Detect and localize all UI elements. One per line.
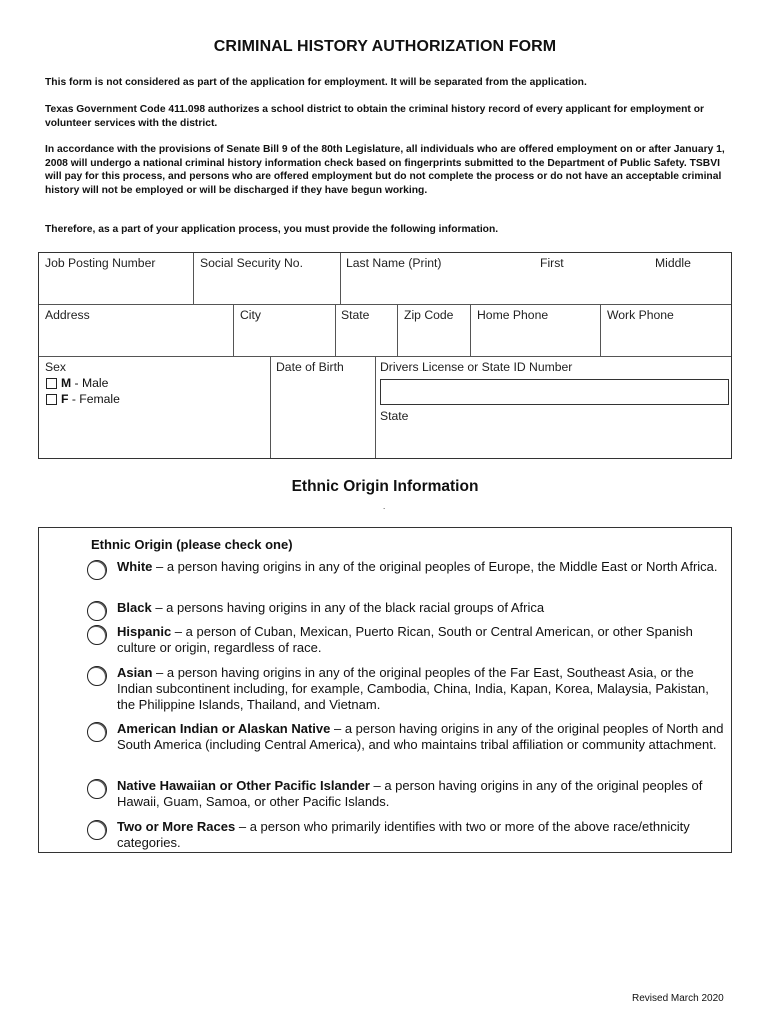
applicant-info-grid	[38, 252, 732, 459]
black-radio[interactable]	[87, 601, 107, 621]
drivers-license-label: Drivers License or State ID Number	[380, 360, 573, 374]
asian-radio[interactable]	[87, 666, 107, 686]
ethnic-origin-heading: Ethnic Origin (please check one)	[91, 537, 293, 552]
black-name: Black	[117, 600, 152, 615]
state-label: State	[341, 308, 370, 322]
zip-code-field[interactable]	[398, 305, 471, 357]
work-phone-field[interactable]	[601, 305, 731, 357]
middle-name-label: Middle	[655, 256, 691, 270]
city-label: City	[240, 308, 261, 322]
zip-code-label: Zip Code	[404, 308, 454, 322]
dl-state-label: State	[380, 409, 409, 423]
date-of-birth-label: Date of Birth	[276, 360, 344, 374]
black-description: – a persons having origins in any of the black racial groups of Africa	[151, 600, 545, 615]
form-title: CRIMINAL HISTORY AUTHORIZATION FORM	[213, 38, 557, 55]
intro-paragraph-1: This form is not considered as part of the application for employment. It will be separated from the application.	[45, 77, 587, 88]
address-label: Address	[45, 308, 90, 322]
sex-field	[39, 357, 271, 458]
intro-paragraph-3: In accordance with the provisions of Senate Bill 9 of the 80th Legislature, all individuals who are offered employment on or after January 1, 2008 will undergo a national criminal history information check based on fingerprints submitted to the Department of Public Safety. TSBVI will pay for this process, and persons who are offered employment but do not complete the process or do not have an acceptable criminal history will not be employed or will be discharged if they have begun working.	[45, 144, 725, 196]
city-field[interactable]	[234, 305, 336, 357]
ssn-field[interactable]	[194, 253, 341, 305]
hispanic-description: – a person of Cuban, Mexican, Puerto Rican, South or Central American, or other Spanish culture or origin, regardless of race.	[117, 624, 693, 656]
two-or-more-description: – a person who primarily identifies with two or more of the above race/ethnicity categories.	[117, 819, 690, 851]
pacific-islander-description: – a person having origins in any of the original peoples of Hawaii, Guam, Samoa, or other Pacific Islands.	[117, 778, 703, 810]
ethnic-origin-box	[38, 527, 732, 853]
intro-paragraph-2: Texas Government Code 411.098 authorizes a school district to obtain the criminal history record of every applicant for employment or volunteer services with the district.	[45, 104, 704, 129]
name-field[interactable]	[341, 253, 731, 305]
date-of-birth-field[interactable]	[271, 357, 376, 458]
female-checkbox[interactable]	[46, 394, 57, 405]
two-or-more-radio[interactable]	[87, 820, 107, 840]
white-name: White	[117, 559, 153, 574]
two-or-more-name: Two or More Races	[117, 819, 236, 834]
male-option[interactable]	[46, 375, 120, 391]
american-indian-description: – a person having origins in any of the original peoples of North and South America (including Central America), and who maintains tribal affiliation or community attachment.	[117, 721, 724, 753]
male-label: - Male	[71, 376, 109, 390]
hispanic-radio[interactable]	[87, 625, 107, 645]
female-label: - Female	[68, 392, 120, 406]
female-option[interactable]	[46, 391, 120, 407]
ethnic-section-title: Ethnic Origin Information	[291, 478, 479, 495]
ssn-label: Social Security No.	[200, 256, 303, 270]
american-indian-radio[interactable]	[87, 722, 107, 742]
drivers-license-input[interactable]	[380, 379, 729, 405]
drivers-license-field	[376, 357, 731, 458]
white-radio[interactable]	[87, 560, 107, 580]
male-checkbox[interactable]	[46, 378, 57, 389]
intro-paragraph-4: Therefore, as a part of your application process, you must provide the following information.	[45, 224, 499, 235]
home-phone-field[interactable]	[471, 305, 601, 357]
female-letter: F	[61, 392, 69, 406]
work-phone-label: Work Phone	[607, 308, 674, 322]
address-field[interactable]	[39, 305, 234, 357]
last-name-label: Last Name (Print)	[346, 256, 442, 270]
first-name-label: First	[540, 256, 564, 270]
pacific-islander-radio[interactable]	[87, 779, 107, 799]
american-indian-name: American Indian or Alaskan Native	[117, 721, 331, 736]
home-phone-label: Home Phone	[477, 308, 549, 322]
pacific-islander-name: Native Hawaiian or Other Pacific Islander	[117, 778, 370, 793]
state-field[interactable]	[336, 305, 398, 357]
asian-name: Asian	[117, 665, 153, 680]
white-description: – a person having origins in any of the original peoples of Europe, the Middle East or North Africa.	[152, 559, 718, 574]
revision-date: Revised March 2020	[632, 993, 724, 1004]
section-dot: .	[383, 502, 386, 511]
asian-description: – a person having origins in any of the original peoples of the Far East, Southeast Asia, or the Indian subcontinent including, for example, Cambodia, China, India, Kapan, Korea, Malaysia, Pakistan, the Philippine Islands, Thailand, and Vietnam.	[117, 665, 709, 713]
hispanic-name: Hispanic	[117, 624, 172, 639]
job-posting-field[interactable]	[39, 253, 194, 305]
job-posting-label: Job Posting Number	[45, 256, 156, 270]
sex-label: Sex	[45, 360, 67, 374]
male-letter: M	[61, 376, 72, 390]
